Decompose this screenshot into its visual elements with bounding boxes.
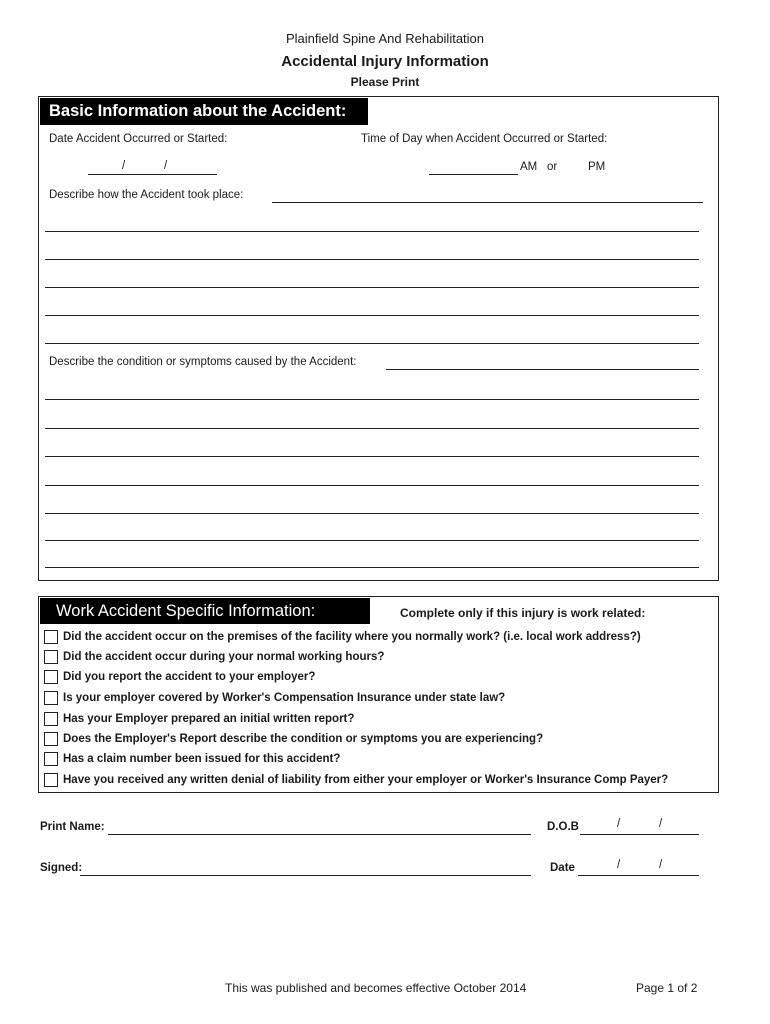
describe-accident-field[interactable] xyxy=(272,202,703,203)
question-row xyxy=(44,710,354,728)
checkbox[interactable] xyxy=(44,691,58,705)
describe-accident-line[interactable] xyxy=(45,231,699,232)
time-occurred-label: Time of Day when Accident Occurred or Started: xyxy=(361,133,608,145)
question-text: Has your Employer prepared an initial written report? xyxy=(63,713,355,725)
date-field[interactable] xyxy=(578,875,699,876)
work-accident-heading: Work Accident Specific Information: xyxy=(40,598,370,624)
signed-label: Signed: xyxy=(40,862,83,874)
describe-condition-line[interactable] xyxy=(45,399,699,400)
am-option[interactable]: AM xyxy=(520,161,538,173)
question-row xyxy=(44,730,543,748)
organization-name: Plainfield Spine And Rehabilitation xyxy=(285,31,485,46)
signature-field[interactable] xyxy=(80,875,531,876)
describe-condition-line[interactable] xyxy=(45,567,699,568)
describe-condition-line[interactable] xyxy=(45,485,699,486)
describe-condition-label: Describe the condition or symptoms caused by the Accident: xyxy=(49,356,357,368)
question-row xyxy=(44,628,641,646)
basic-info-heading: Basic Information about the Accident: xyxy=(40,98,368,125)
checkbox[interactable] xyxy=(44,670,58,684)
checkbox[interactable] xyxy=(44,630,58,644)
question-text: Did the accident occur on the premises of the facility where you normally work? (i.e. local work address?) xyxy=(63,631,641,643)
describe-condition-line[interactable] xyxy=(45,456,699,457)
question-text: Did the accident occur during your normal working hours? xyxy=(63,651,385,663)
describe-condition-line[interactable] xyxy=(45,513,699,514)
date-separator: / xyxy=(617,859,621,871)
date-separator: / xyxy=(659,859,663,871)
checkbox[interactable] xyxy=(44,712,58,726)
question-row xyxy=(44,689,505,707)
basic-info-section xyxy=(38,96,719,581)
describe-accident-line[interactable] xyxy=(45,315,699,316)
question-row xyxy=(44,668,315,686)
print-name-field[interactable] xyxy=(108,834,531,835)
page-number: Page 1 of 2 xyxy=(636,981,698,995)
date-label: Date xyxy=(550,862,575,874)
time-occurred-field[interactable] xyxy=(429,174,518,175)
date-separator: / xyxy=(122,160,126,172)
question-row xyxy=(44,771,668,789)
describe-accident-line[interactable] xyxy=(45,287,699,288)
checkbox[interactable] xyxy=(44,650,58,664)
work-related-note: Complete only if this injury is work related: xyxy=(400,606,646,620)
question-row xyxy=(44,750,340,768)
describe-accident-line[interactable] xyxy=(45,259,699,260)
date-separator: / xyxy=(164,160,168,172)
publication-note: This was published and becomes effective October 2014 xyxy=(225,981,527,995)
question-row xyxy=(44,648,384,666)
dob-label: D.O.B xyxy=(547,821,579,833)
date-occurred-field[interactable] xyxy=(88,174,217,175)
or-text: or xyxy=(547,161,558,173)
describe-accident-line[interactable] xyxy=(45,343,699,344)
checkbox[interactable] xyxy=(44,773,58,787)
dob-separator: / xyxy=(659,818,663,830)
form-subtitle: Please Print xyxy=(350,75,420,89)
question-text: Did you report the accident to your employer? xyxy=(63,671,316,683)
question-text: Is your employer covered by Worker's Compensation Insurance under state law? xyxy=(63,692,506,704)
describe-condition-field[interactable] xyxy=(386,369,699,370)
form-title: Accidental Injury Information xyxy=(281,53,489,70)
describe-condition-line[interactable] xyxy=(45,428,699,429)
date-occurred-label: Date Accident Occurred or Started: xyxy=(49,133,228,145)
checkbox[interactable] xyxy=(44,752,58,766)
question-text: Has a claim number been issued for this accident? xyxy=(63,753,341,765)
pm-option[interactable]: PM xyxy=(588,161,606,173)
describe-condition-line[interactable] xyxy=(45,540,699,541)
question-text: Have you received any written denial of liability from either your employer or Worker's Insurance Comp Payer? xyxy=(63,774,669,786)
question-text: Does the Employer's Report describe the condition or symptoms you are experiencing? xyxy=(63,733,544,745)
describe-accident-label: Describe how the Accident took place: xyxy=(49,189,244,201)
dob-field[interactable] xyxy=(580,834,699,835)
dob-separator: / xyxy=(617,818,621,830)
checkbox[interactable] xyxy=(44,732,58,746)
print-name-label: Print Name: xyxy=(40,821,105,833)
